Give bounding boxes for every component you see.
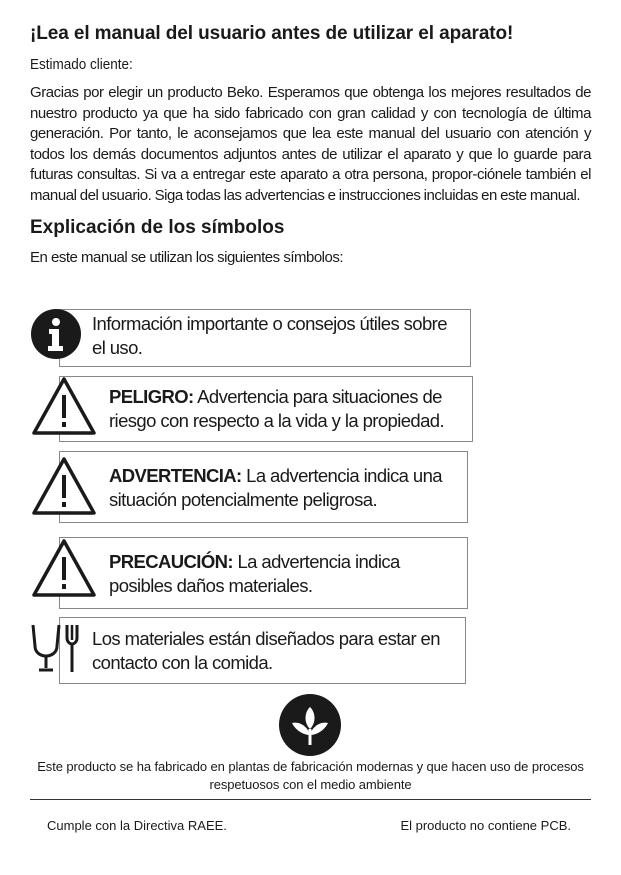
danger-description: Advertencia para situaciones de riesgo con respecto a la vida y la propiedad.: [109, 386, 444, 431]
eco-statement: Este producto se ha fabricado en plantas de fabricación modernas y que hacen uso de procesos respetuosos con el medio ambiente: [37, 759, 584, 792]
caution-label: PRECAUCIÓN:: [109, 551, 233, 572]
greeting-text: Estimado cliente:: [30, 56, 133, 73]
warning-symbol-text: [109, 464, 449, 512]
caution-symbol-text: [109, 550, 449, 598]
symbols-heading: Explicación de los símbolos: [30, 217, 285, 238]
warning-label: ADVERTENCIA:: [109, 465, 242, 486]
info-symbol-text: Información importante o consejos útiles sobre el uso.: [92, 313, 447, 358]
danger-label: PELIGRO:: [109, 386, 194, 407]
warning-triangle-icon: [31, 456, 97, 516]
warning-description: La advertencia indica una situación potencialmente peligrosa.: [109, 465, 442, 510]
page-title: ¡Lea el manual del usuario antes de utilizar el aparato!: [30, 23, 514, 44]
danger-symbol-text: [109, 385, 449, 433]
symbols-intro-text: En este manual se utilizan los siguientes símbolos:: [30, 249, 344, 266]
manual-page: [30, 22, 591, 268]
food-symbol-text: Los materiales están diseñados para estar en contacto con la comida.: [92, 628, 440, 673]
warning-triangle-icon: [31, 376, 97, 436]
info-icon: [30, 308, 82, 360]
pcb-free-text: El producto no contiene PCB.: [400, 818, 571, 833]
warning-triangle-icon: [31, 538, 97, 598]
leaf-icon: [278, 693, 342, 757]
food-contact-icon: [30, 622, 82, 674]
intro-paragraph: Gracias por elegir un producto Beko. Esperamos que obtenga los mejores resultados de nuestro producto ya que ha sido fabricado con gran calidad y con tecnología de última generación. Por tanto, le aconsejamos que lea este manual del usuario con atención y todos los demás documentos adjuntos antes de utilizar el aparato y que lo guarde para futuras consultas. Si va a entregar este aparato a otra persona, propor-ciónele también el manual del usuario. Siga todas las advertencias e instrucciones incluidas en este manual.: [30, 84, 591, 204]
weee-compliance-text: Cumple con la Directiva RAEE.: [47, 818, 227, 833]
footer-divider: [30, 799, 591, 800]
caution-description: La advertencia indica posibles daños materiales.: [109, 551, 400, 596]
